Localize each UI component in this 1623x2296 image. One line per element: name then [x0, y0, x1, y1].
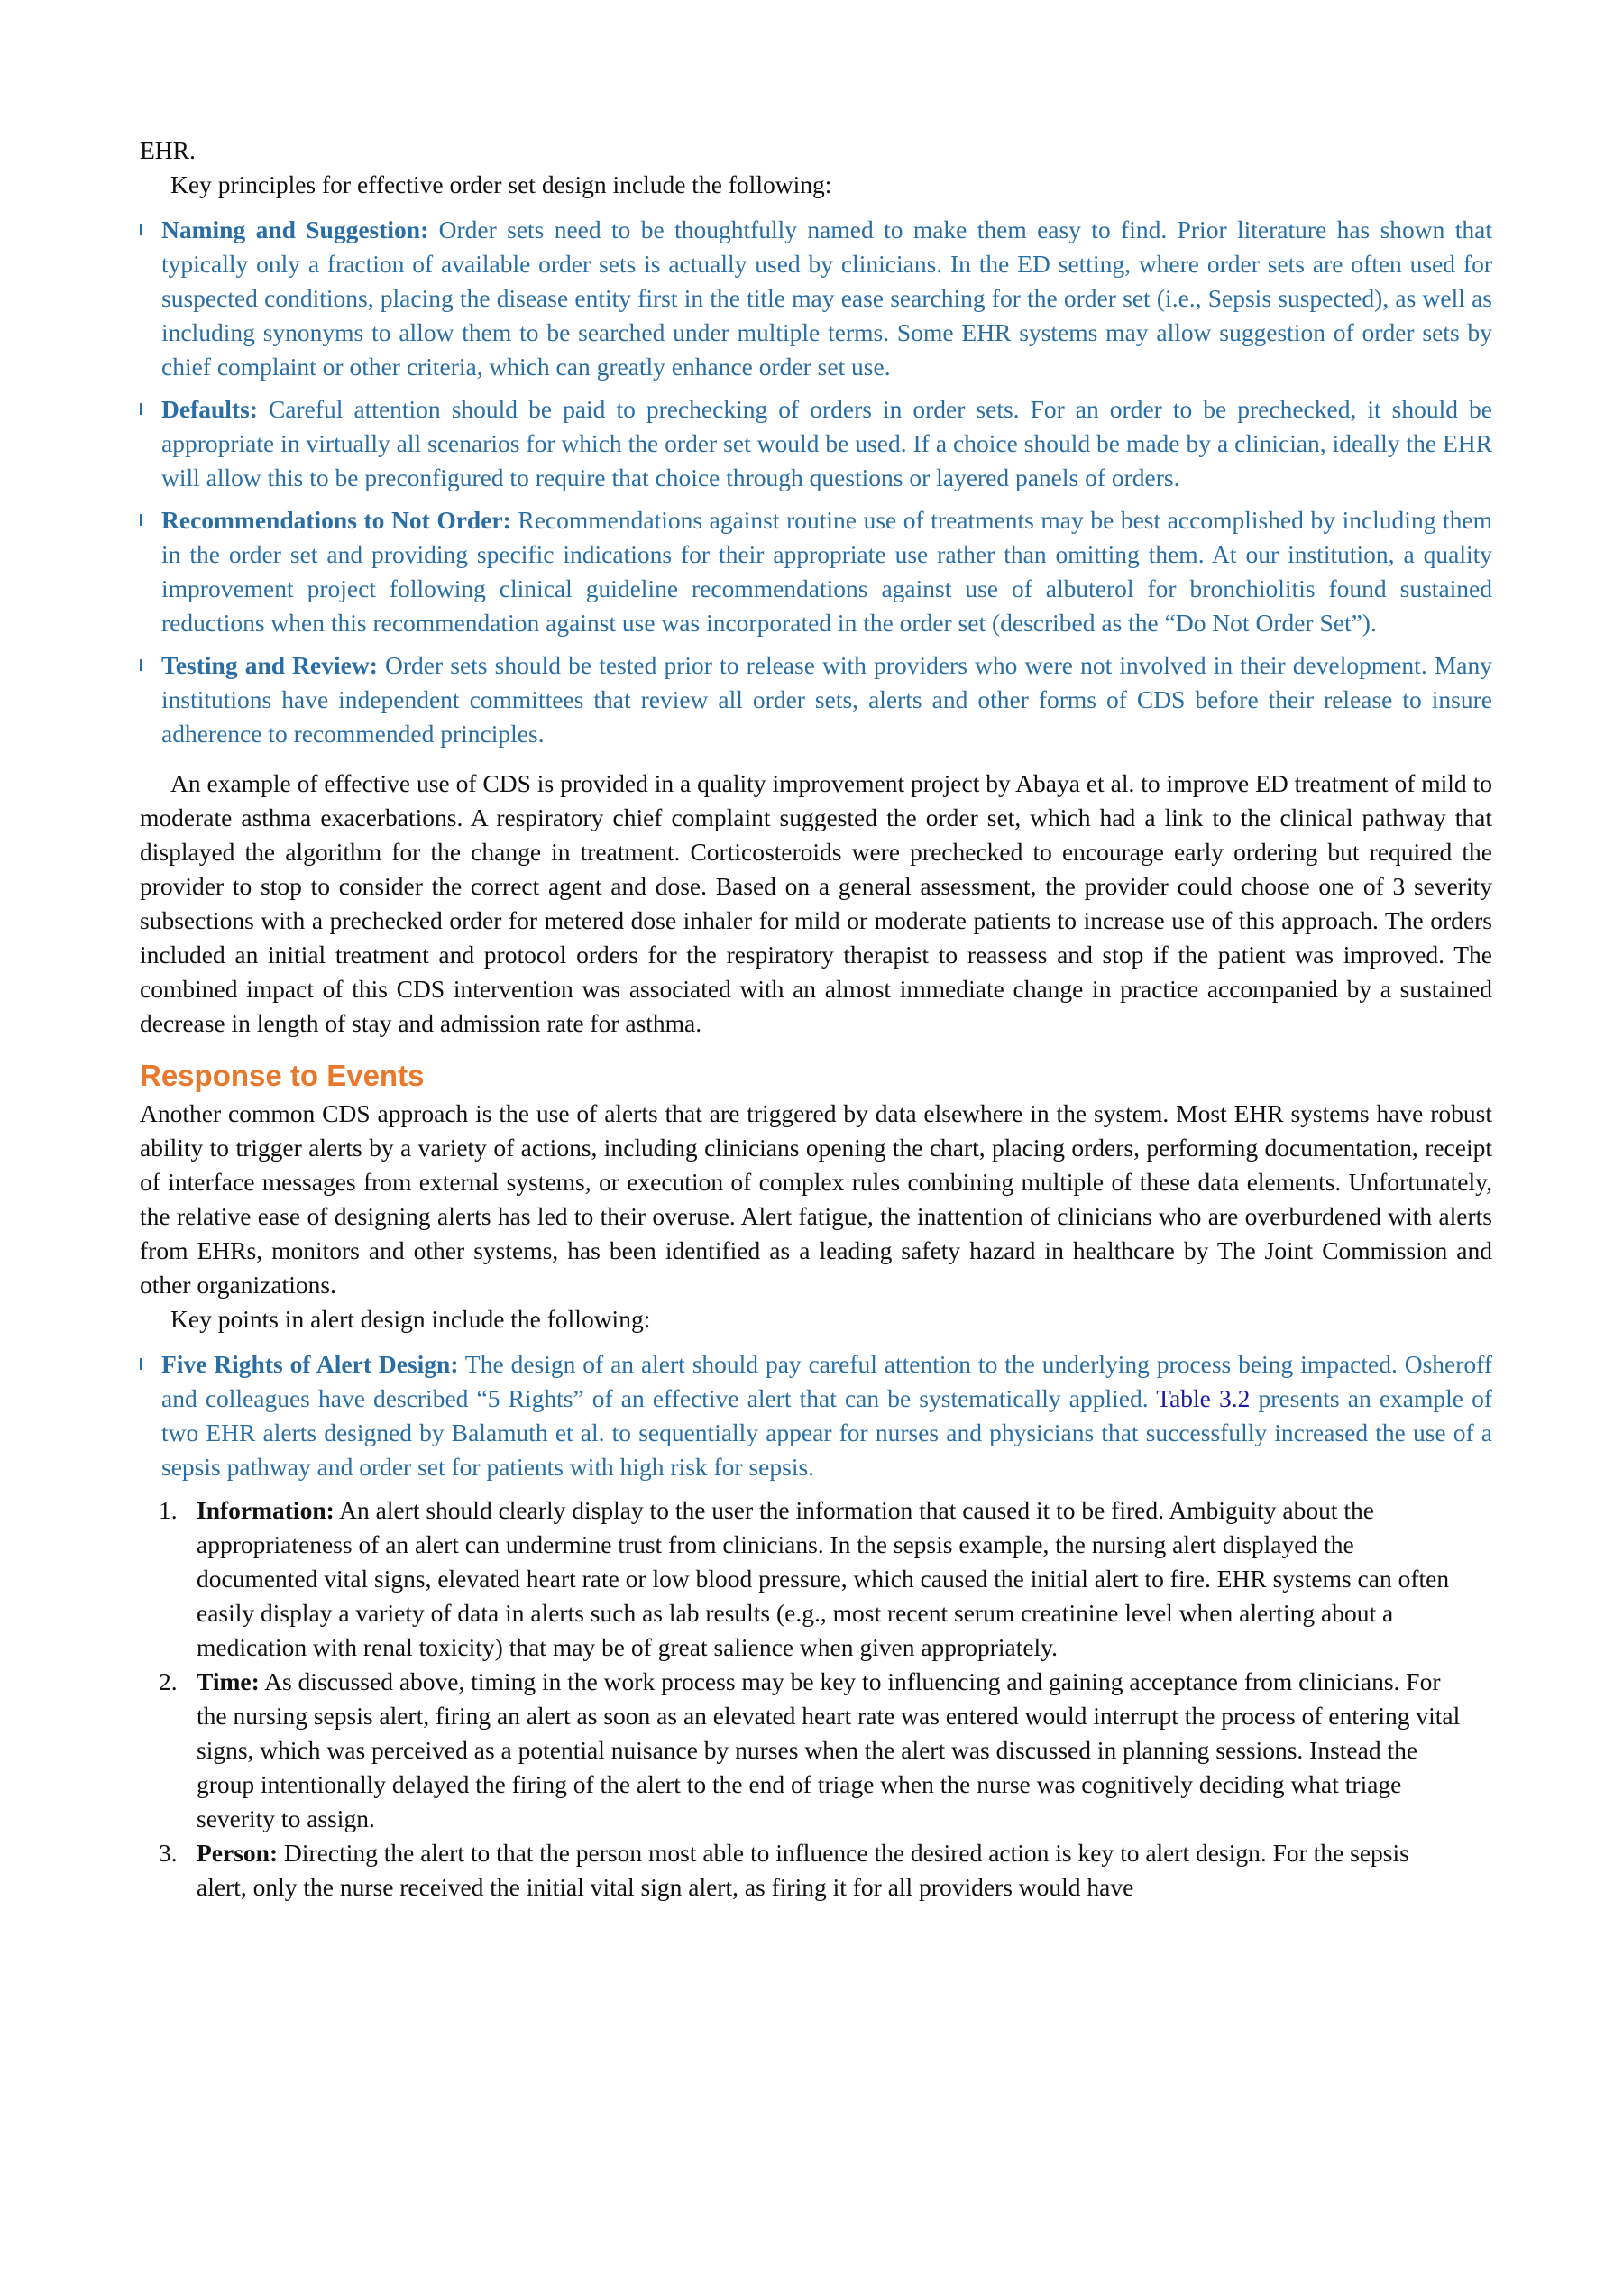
item-number: 1.: [159, 1496, 178, 1524]
right-title: Time:: [197, 1667, 260, 1695]
right-title: Person:: [197, 1839, 279, 1867]
five-rights-title: Five Rights of Alert Design:: [161, 1350, 459, 1378]
list-item: [140, 1665, 1465, 1836]
principle-body: Order sets need to be thoughtfully named to make them easy to find. Prior literature has shown that typically only a fraction of available order sets is actually used by clinicians. In the ED setting, where order sets are often used for suspected conditions, placing the disease entity first in the title may ease searching for the order set (i.e., Sepsis suspected), as well as including synonyms to allow them to be searched under multiple terms. Some EHR systems may allow suggestion of order sets by chief complaint or other criteria, which can greatly enhance order set use.: [161, 216, 1492, 381]
right-body: Directing the alert to that the person most able to influence the desired action is key to alert design. For the sepsis alert, only the nurse received the initial vital sign alert, as firing it for all providers would have: [197, 1839, 1409, 1901]
list-item: [140, 213, 1492, 384]
principle-body: Careful attention should be paid to prechecking of orders in order sets. For an order to be prechecked, it should be appropriate in virtually all scenarios for which the order set would be used. If a choice should be made by a clinician, ideally the EHR will allow this to be preconfigured to require that choice through questions or layered panels of orders.: [161, 395, 1492, 491]
table-link[interactable]: Table 3.2: [1156, 1384, 1251, 1412]
alert-points-lead: Key points in alert design include the following:: [170, 1305, 651, 1333]
five-rights-body-cont: presents an example of two EHR alerts designed by Balamuth et al. to sequentially appear for nurses and physicians that successfully increased the use of a sepsis pathway and order set for patients with high risk for sepsis.: [161, 1384, 1492, 1481]
principle-body: Order sets should be tested prior to release with providers who were not involved in their development. Many institutions have independent committees that review all order sets, alerts and other forms of CDS before their release to insure adherence to recommended principles.: [161, 651, 1492, 748]
list-item: [140, 1347, 1492, 1484]
bullet-icon: [140, 514, 142, 526]
five-rights-numbered-list: [140, 1493, 1492, 1905]
principle-body: Recommendations against routine use of treatments may be best accomplished by including them in the order set and providing specific indications for their appropriate use rather than omitting them. At our institution, a quality improvement project following clinical guideline recommendations against use of albuterol for bronchiolitis found sustained reductions when this recommendation against use was incorporated in the order set (described as the “Do Not Order Set”).: [161, 506, 1493, 637]
item-number: 2.: [159, 1667, 178, 1695]
alert-design-list: [140, 1347, 1492, 1484]
bullet-icon: [140, 1358, 142, 1370]
document-page: [140, 133, 1492, 1905]
item-number: 3.: [159, 1839, 178, 1867]
list-item: [140, 392, 1492, 495]
principle-title: Naming and Suggestion:: [161, 216, 429, 243]
right-title: Information:: [197, 1496, 335, 1524]
list-item: [140, 1836, 1465, 1905]
five-rights-body: The design of an alert should pay careful attention to the underlying process being impacted. Osheroff and colleagues have described “5 Rights” of an effective alert that can be systematically applied.: [161, 1350, 1492, 1412]
principles-lead: Key principles for effective order set design include the following:: [170, 170, 832, 198]
principle-title: Defaults:: [161, 395, 258, 423]
section-paragraph: Another common CDS approach is the use of alerts that are triggered by data elsewhere in the system. Most EHR systems have robust ability to trigger alerts by a variety of actions, including clinicians opening the chart, placing orders, performing documentation, receipt of interface messages from external systems, or execution of complex rules combining multiple of these data elements. Unfortunately, the relative ease of designing alerts has led to their overuse. Alert fatigue, the inattention of clinicians who are overburdened with alerts from EHRs, monitors and other systems, has been identified as a leading safety hazard in healthcare by The Joint Commission and other organizations.: [140, 1099, 1492, 1299]
list-item: [140, 1493, 1465, 1665]
right-body: As discussed above, timing in the work process may be key to influencing and gaining acceptance from clinicians. For the nursing sepsis alert, firing an alert as soon as an elevated heart rate was entered would interrupt the process of entering vital signs, which was perceived as a potential nuisance by nurses when the alert was discussed in planning sessions. Instead the group intentionally delayed the firing of the alert to the end of triage when the nurse was cognitively deciding what triage severity to assign.: [197, 1667, 1461, 1832]
principle-title: Recommendations to Not Order:: [161, 506, 511, 534]
bullet-icon: [140, 224, 142, 235]
paragraph-tail: EHR.: [140, 136, 196, 164]
list-item: [140, 503, 1492, 640]
example-paragraph: An example of effective use of CDS is provided in a quality improvement project by Abaya et al. to improve ED treatment of mild to moderate asthma exacerbations. A respiratory chief complaint suggested the order set, which had a link to the clinical pathway that displayed the algorithm for the change in treatment. Corticosteroids were prechecked to encourage early ordering but required the provider to stop to consider the correct agent and dose. Based on a general assessment, the provider could choose one of 3 severity subsections with a prechecked order for metered dose inhaler for mild or moderate patients to increase use of this approach. The orders included an initial treatment and protocol orders for the respiratory therapist to reassess and stop if the patient was improved. The combined impact of this CDS intervention was associated with an almost immediate change in practice accompanied by a sustained decrease in length of stay and admission rate for asthma.: [140, 769, 1492, 1037]
list-item: [140, 648, 1492, 751]
bullet-icon: [140, 403, 142, 415]
bullet-icon: [140, 659, 142, 671]
order-set-principles-list: [140, 213, 1492, 751]
right-body: An alert should clearly display to the user the information that caused it to be fired. Ambiguity about the appropriateness of an alert can undermine trust from clinicians. In the sepsis example, the nursing alert displayed the documented vital signs, elevated heart rate or low blood pressure, which caused the initial alert to fire. EHR systems can often easily display a variety of data in alerts such as lab results (e.g., most recent serum creatinine level when alerting about a medication with renal toxicity) that may be of great salience when given appropriately.: [197, 1496, 1450, 1661]
principle-title: Testing and Review:: [161, 651, 378, 679]
section-heading: Response to Events: [140, 1059, 425, 1092]
